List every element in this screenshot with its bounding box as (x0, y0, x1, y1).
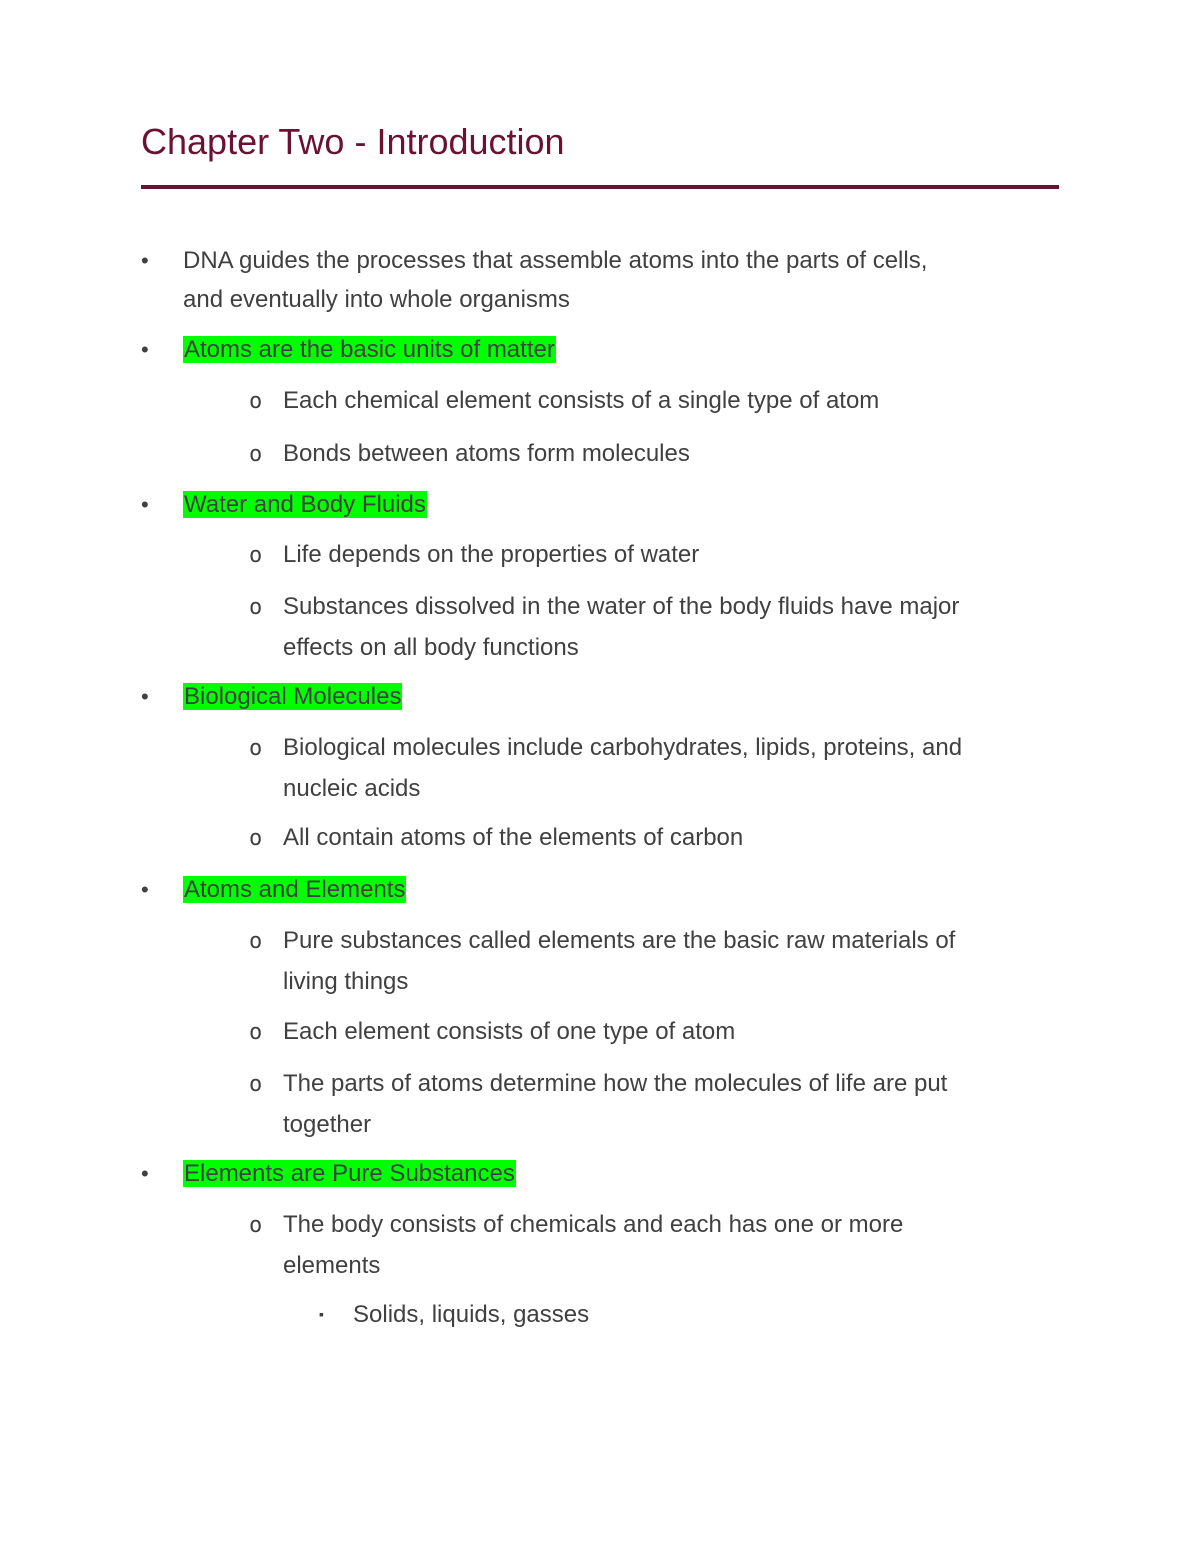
bullet-circle: o (249, 389, 263, 414)
bullet-circle: o (249, 1020, 263, 1045)
list-item-text: The parts of atoms determine how the molecules of life are put (283, 1070, 948, 1097)
bullet-circle: o (249, 543, 263, 568)
list-item-text: Biological molecules include carbohydrates, lipids, proteins, and (283, 734, 963, 761)
list-item-text: The body consists of chemicals and each has one or more (283, 1211, 904, 1238)
list-item-text: and eventually into whole organisms (183, 286, 570, 313)
section-heading (183, 1153, 516, 1194)
highlighted-text: Elements are Pure Substances (184, 1160, 515, 1187)
section-heading (183, 329, 556, 370)
bullet-circle: o (249, 826, 263, 851)
list-item-text: nucleic acids (283, 775, 421, 802)
list-item-text: together (283, 1111, 372, 1138)
bullet-circle: o (249, 1072, 263, 1097)
bullet-dot: • (141, 684, 149, 709)
bullet-circle: o (249, 1213, 263, 1238)
section-heading (183, 676, 402, 717)
highlighted-text: Atoms are the basic units of matter (184, 336, 555, 363)
bullet-circle: o (249, 595, 263, 620)
list-item-text: DNA guides the processes that assemble atoms into the parts of cells, (183, 247, 928, 274)
highlighted-text: Water and Body Fluids (184, 491, 426, 518)
section-heading (183, 484, 427, 525)
list-item-text: effects on all body functions (283, 634, 579, 661)
list-item-text: Each chemical element consists of a single type of atom (283, 387, 880, 414)
bullet-square: ▪ (319, 1306, 324, 1322)
bullet-dot: • (141, 337, 149, 362)
list-item-text: Pure substances called elements are the basic raw materials of (283, 927, 956, 954)
bullet-dot: • (141, 1161, 149, 1186)
bullet-dot: • (141, 492, 149, 517)
list-item-text: Substances dissolved in the water of the body fluids have major (283, 593, 960, 620)
bullet-circle: o (249, 442, 263, 467)
list-item-text: Bonds between atoms form molecules (283, 440, 690, 467)
highlighted-text: Atoms and Elements (184, 876, 406, 903)
list-item-text: living things (283, 968, 409, 995)
section-heading (183, 869, 406, 910)
page-title: Chapter Two - Introduction (141, 121, 565, 162)
bullet-dot: • (141, 248, 149, 273)
list-item-text: Solids, liquids, gasses (353, 1301, 590, 1328)
bullet-circle: o (249, 929, 263, 954)
list-item-text: All contain atoms of the elements of carbon (283, 824, 744, 851)
list-item-text: Each element consists of one type of atom (283, 1018, 736, 1045)
highlighted-text: Biological Molecules (184, 683, 402, 710)
bullet-circle: o (249, 736, 263, 761)
bullet-dot: • (141, 877, 149, 902)
title-divider (141, 185, 1059, 189)
list-item-text: elements (283, 1252, 381, 1279)
list-item-text: Life depends on the properties of water (283, 541, 700, 568)
